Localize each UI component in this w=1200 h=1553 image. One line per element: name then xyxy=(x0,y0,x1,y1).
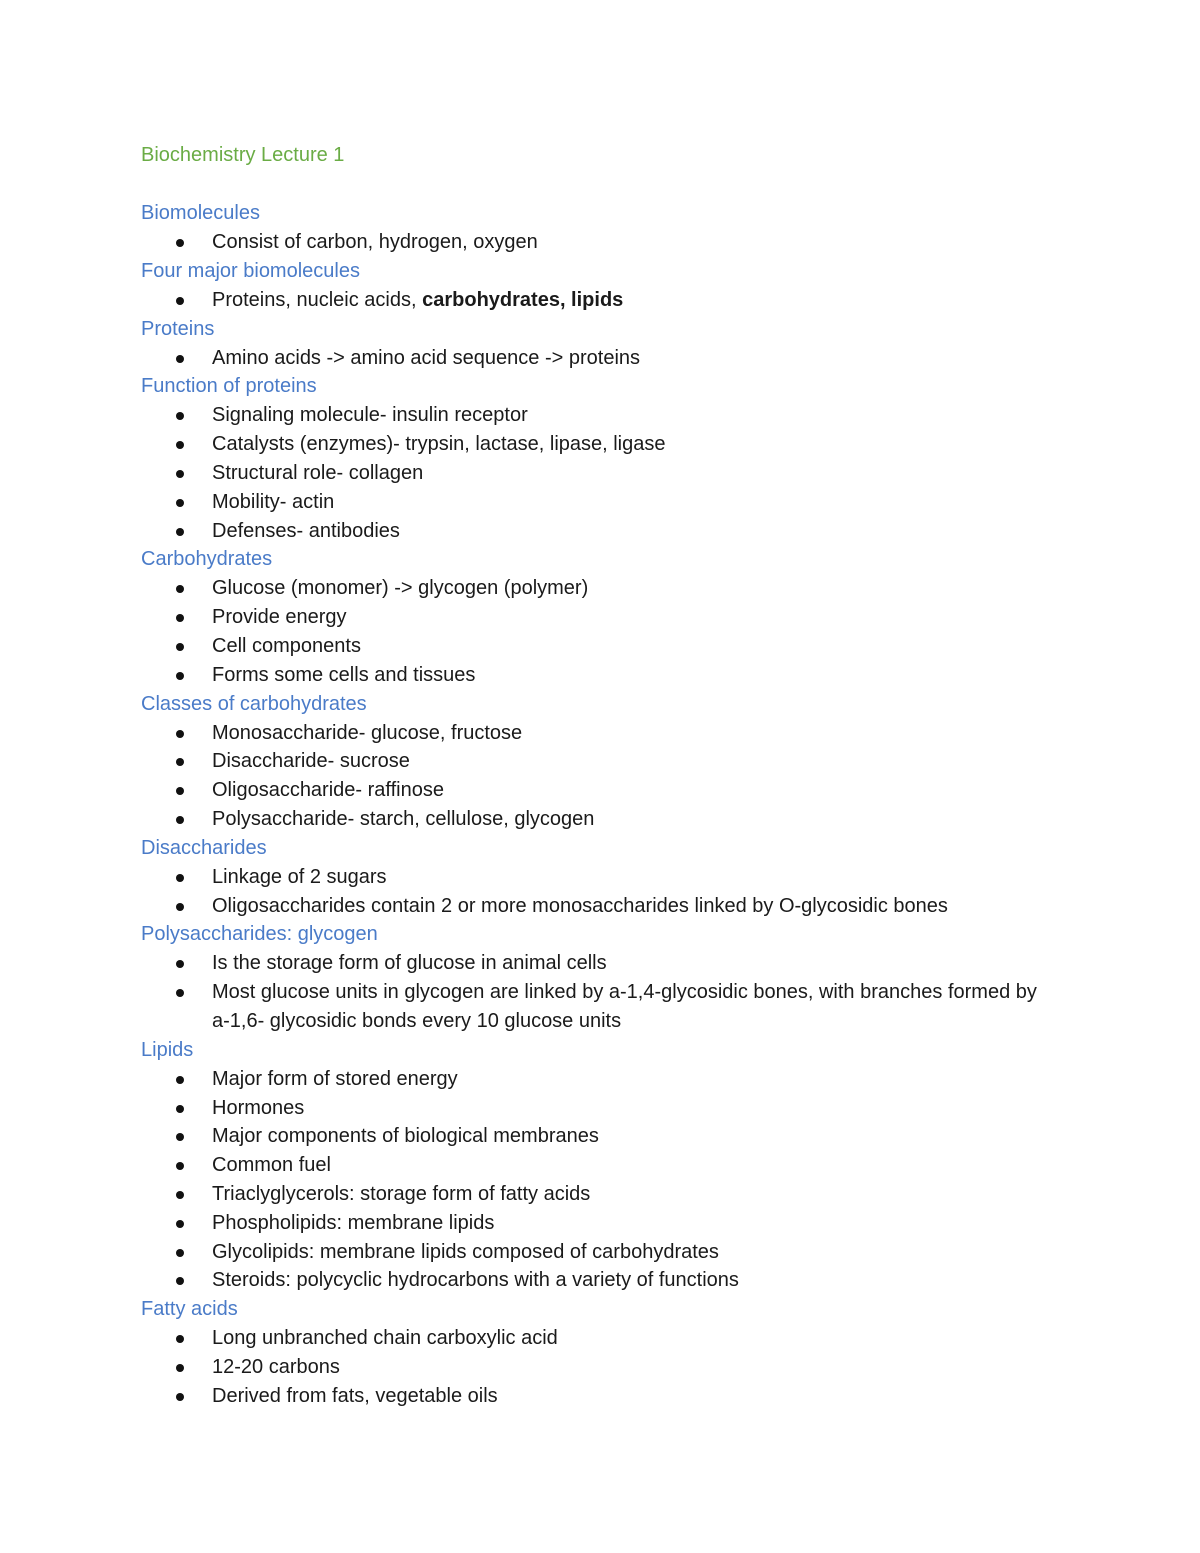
bullet-icon xyxy=(176,1220,184,1228)
section-heading: Disaccharides xyxy=(141,836,267,859)
list-item xyxy=(141,978,1060,1036)
document-title: Biochemistry Lecture 1 xyxy=(141,144,345,166)
list-item-text: 12-20 carbons xyxy=(212,1355,340,1378)
list-item xyxy=(141,661,1060,690)
list-item xyxy=(141,747,1060,776)
list-item xyxy=(141,1353,1060,1382)
list-item-text: Oligosaccharides contain 2 or more monosaccharides linked by O-glycosidic bones xyxy=(212,894,948,917)
bullet-icon xyxy=(176,412,184,420)
list-item xyxy=(141,574,1060,603)
section-heading: Lipids xyxy=(141,1038,194,1061)
bullet-icon xyxy=(176,499,184,507)
bullet-icon xyxy=(176,758,184,766)
bullet-icon xyxy=(176,355,184,363)
list-item xyxy=(141,228,1060,257)
bullet-icon xyxy=(176,903,184,911)
section-heading: Four major biomolecules xyxy=(141,259,360,282)
list-item xyxy=(141,430,1060,459)
list-item-text: Amino acids -> amino acid sequence -> proteins xyxy=(212,346,641,369)
list-item-text: Major form of stored energy xyxy=(212,1067,458,1090)
list-item-text: Phospholipids: membrane lipids xyxy=(212,1211,495,1234)
list-item-text: Derived from fats, vegetable oils xyxy=(212,1384,498,1407)
list-item xyxy=(141,892,1060,921)
list-item-text: Provide energy xyxy=(212,606,347,629)
list-item xyxy=(141,776,1060,805)
title-spacer xyxy=(141,170,1060,199)
list-item-text: Steroids: polycyclic hydrocarbons with a variety of functions xyxy=(212,1269,739,1292)
list-item xyxy=(141,459,1060,488)
list-item xyxy=(141,949,1060,978)
list-item-bold-text: carbohydrates, lipids xyxy=(422,288,624,311)
bullet-icon xyxy=(176,730,184,738)
bullet-list xyxy=(141,1065,1060,1295)
list-item-text: Polysaccharide- starch, cellulose, glycogen xyxy=(212,807,595,830)
section-heading: Function of proteins xyxy=(141,375,317,398)
bullet-icon xyxy=(176,787,184,795)
bullet-icon xyxy=(176,239,184,247)
list-item-text: Hormones xyxy=(212,1096,305,1119)
bullet-icon xyxy=(176,585,184,593)
list-item-text: Catalysts (enzymes)- trypsin, lactase, lipase, ligase xyxy=(212,433,666,456)
list-item-text: Structural role- collagen xyxy=(212,461,424,484)
bullet-icon xyxy=(176,989,184,997)
list-item-text: Linkage of 2 sugars xyxy=(212,865,387,888)
bullet-icon xyxy=(176,1335,184,1343)
bullet-list xyxy=(141,286,1060,315)
bullet-icon xyxy=(176,960,184,968)
list-item xyxy=(141,632,1060,661)
list-item-text: Mobility- actin xyxy=(212,490,335,513)
section-heading: Fatty acids xyxy=(141,1298,238,1321)
bullet-icon xyxy=(176,816,184,824)
section-heading: Biomolecules xyxy=(141,202,260,224)
list-item-text: Glycolipids: membrane lipids composed of carbohydrates xyxy=(212,1240,719,1263)
bullet-list xyxy=(141,719,1060,834)
list-item xyxy=(141,1238,1060,1267)
list-item xyxy=(141,603,1060,632)
list-item-text: Oligosaccharide- raffinose xyxy=(212,779,444,802)
section-heading: Classes of carbohydrates xyxy=(141,692,367,715)
bullet-icon xyxy=(176,1162,184,1170)
section-heading: Carbohydrates xyxy=(141,548,273,571)
list-item-text: Proteins, nucleic acids, xyxy=(212,288,423,311)
bullet-icon xyxy=(176,614,184,622)
bullet-icon xyxy=(176,1076,184,1084)
list-item xyxy=(141,1209,1060,1238)
list-item xyxy=(141,719,1060,748)
list-item-text: Cell components xyxy=(212,634,361,657)
list-item xyxy=(141,1122,1060,1151)
list-item-text: Is the storage form of glucose in animal cells xyxy=(212,952,607,975)
bullet-icon xyxy=(176,1249,184,1257)
bullet-icon xyxy=(176,1105,184,1113)
list-item xyxy=(141,517,1060,546)
list-item xyxy=(141,1180,1060,1209)
section-heading: Polysaccharides: glycogen xyxy=(141,923,378,946)
bullet-list xyxy=(141,401,1060,545)
list-item-text: Consist of carbon, hydrogen, oxygen xyxy=(212,231,538,253)
list-item xyxy=(141,1324,1060,1353)
list-item xyxy=(141,401,1060,430)
list-item-text: Defenses- antibodies xyxy=(212,519,400,542)
bullet-list xyxy=(141,574,1060,689)
list-item-text: Monosaccharide- glucose, fructose xyxy=(212,721,523,744)
bullet-list xyxy=(141,344,1060,373)
bullet-icon xyxy=(176,1277,184,1285)
list-item-text: Signaling molecule- insulin receptor xyxy=(212,404,528,427)
bullet-icon xyxy=(176,1393,184,1401)
bullet-icon xyxy=(176,528,184,536)
bullet-list xyxy=(141,228,1060,257)
list-item-text: Long unbranched chain carboxylic acid xyxy=(212,1327,558,1350)
list-item xyxy=(141,1151,1060,1180)
list-item-text: Disaccharide- sucrose xyxy=(212,750,410,773)
document-body xyxy=(141,199,1060,1411)
list-item-text: Common fuel xyxy=(212,1154,331,1177)
list-item xyxy=(141,1266,1060,1295)
list-item-text: Forms some cells and tissues xyxy=(212,663,476,686)
list-item xyxy=(141,488,1060,517)
list-item-text: Glucose (monomer) -> glycogen (polymer) xyxy=(212,577,589,600)
list-item xyxy=(141,863,1060,892)
bullet-icon xyxy=(176,672,184,680)
list-item xyxy=(141,1094,1060,1123)
bullet-icon xyxy=(176,470,184,478)
list-item xyxy=(141,344,1060,373)
list-item xyxy=(141,805,1060,834)
section-heading: Proteins xyxy=(141,317,215,340)
list-item-text: Major components of biological membranes xyxy=(212,1125,599,1148)
bullet-icon xyxy=(176,1133,184,1141)
bullet-icon xyxy=(176,643,184,651)
list-item xyxy=(141,286,1060,315)
bullet-icon xyxy=(176,874,184,882)
bullet-list xyxy=(141,1324,1060,1410)
bullet-list xyxy=(141,949,1060,1035)
bullet-icon xyxy=(176,441,184,449)
list-item-text: Most glucose units in glycogen are linked by a-1,4-glycosidic bones, with branches formed by a-1,6- glycosidic bonds every 10 glucose units xyxy=(212,981,1037,1032)
bullet-icon xyxy=(176,297,184,305)
bullet-icon xyxy=(176,1191,184,1199)
bullet-icon xyxy=(176,1364,184,1372)
list-item-text: Triaclyglycerols: storage form of fatty acids xyxy=(212,1182,591,1205)
bullet-list xyxy=(141,863,1060,921)
list-item xyxy=(141,1065,1060,1094)
list-item xyxy=(141,1382,1060,1411)
